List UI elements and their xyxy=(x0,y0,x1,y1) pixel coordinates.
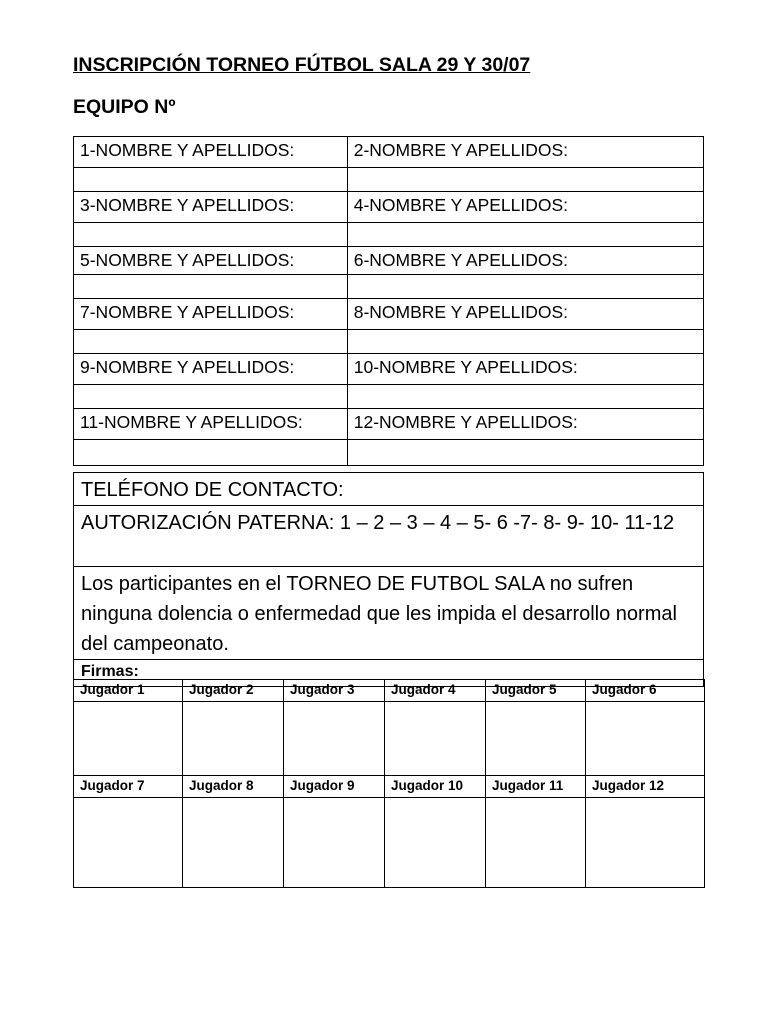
signature-box-player-2[interactable] xyxy=(183,702,284,776)
signature-label-player-11: Jugador 11 xyxy=(486,776,586,798)
player-4-label: 4-NOMBRE Y APELLIDOS: xyxy=(347,192,703,223)
signature-box-player-4[interactable] xyxy=(385,702,486,776)
signature-box-player-5[interactable] xyxy=(486,702,586,776)
player-6-name-field[interactable] xyxy=(347,275,703,299)
signature-label-player-2: Jugador 2 xyxy=(183,680,284,702)
player-1-name-field[interactable] xyxy=(74,168,348,192)
player-12-name-field[interactable] xyxy=(347,440,703,466)
player-8-name-field[interactable] xyxy=(347,330,703,354)
player-8-label: 8-NOMBRE Y APELLIDOS: xyxy=(347,299,703,330)
player-2-name-field[interactable] xyxy=(347,168,703,192)
player-7-label: 7-NOMBRE Y APELLIDOS: xyxy=(74,299,348,330)
contact-phone-label: TELÉFONO DE CONTACTO: xyxy=(74,473,704,506)
signature-box-player-7[interactable] xyxy=(74,798,183,888)
signature-box-player-1[interactable] xyxy=(74,702,183,776)
team-number-label: EQUIPO Nº xyxy=(73,96,176,118)
signature-label-player-4: Jugador 4 xyxy=(385,680,486,702)
player-9-name-field[interactable] xyxy=(74,385,348,409)
signature-label-player-9: Jugador 9 xyxy=(284,776,385,798)
signature-box-player-10[interactable] xyxy=(385,798,486,888)
signatures-table xyxy=(73,679,705,888)
signatures-label: Firmas: xyxy=(74,660,704,687)
player-4-name-field[interactable] xyxy=(347,223,703,247)
parental-authorization-text: AUTORIZACIÓN PATERNA: 1 – 2 – 3 – 4 – 5- 6 -7- 8- 9- 10- 11-12 xyxy=(74,506,704,567)
player-2-label: 2-NOMBRE Y APELLIDOS: xyxy=(347,137,703,168)
form-title: INSCRIPCIÓN TORNEO FÚTBOL SALA 29 Y 30/07 xyxy=(73,54,531,76)
signature-box-player-9[interactable] xyxy=(284,798,385,888)
player-6-label: 6-NOMBRE Y APELLIDOS: xyxy=(347,247,703,275)
health-declaration-text: Los participantes en el TORNEO DE FUTBOL SALA no sufren ninguna dolencia o enfermedad que les impida el desarrollo normal del campeonato. xyxy=(74,567,704,660)
player-7-name-field[interactable] xyxy=(74,330,348,354)
player-9-label: 9-NOMBRE Y APELLIDOS: xyxy=(74,354,348,385)
player-10-name-field[interactable] xyxy=(347,385,703,409)
signature-box-player-11[interactable] xyxy=(486,798,586,888)
signature-box-player-12[interactable] xyxy=(586,798,705,888)
player-3-name-field[interactable] xyxy=(74,223,348,247)
player-12-label: 12-NOMBRE Y APELLIDOS: xyxy=(347,409,703,440)
info-table xyxy=(73,472,704,687)
player-11-name-field[interactable] xyxy=(74,440,348,466)
signature-label-player-12: Jugador 12 xyxy=(586,776,705,798)
player-10-label: 10-NOMBRE Y APELLIDOS: xyxy=(347,354,703,385)
signature-label-player-6: Jugador 6 xyxy=(586,680,705,702)
player-5-label: 5-NOMBRE Y APELLIDOS: xyxy=(74,247,348,275)
signature-box-player-6[interactable] xyxy=(586,702,705,776)
player-3-label: 3-NOMBRE Y APELLIDOS: xyxy=(74,192,348,223)
signature-label-player-3: Jugador 3 xyxy=(284,680,385,702)
players-table xyxy=(73,136,704,466)
player-1-label: 1-NOMBRE Y APELLIDOS: xyxy=(74,137,348,168)
signature-box-player-3[interactable] xyxy=(284,702,385,776)
signature-label-player-5: Jugador 5 xyxy=(486,680,586,702)
signature-label-player-8: Jugador 8 xyxy=(183,776,284,798)
signature-box-player-8[interactable] xyxy=(183,798,284,888)
signature-label-player-1: Jugador 1 xyxy=(74,680,183,702)
signature-label-player-10: Jugador 10 xyxy=(385,776,486,798)
signature-label-player-7: Jugador 7 xyxy=(74,776,183,798)
player-5-name-field[interactable] xyxy=(74,275,348,299)
player-11-label: 11-NOMBRE Y APELLIDOS: xyxy=(74,409,348,440)
